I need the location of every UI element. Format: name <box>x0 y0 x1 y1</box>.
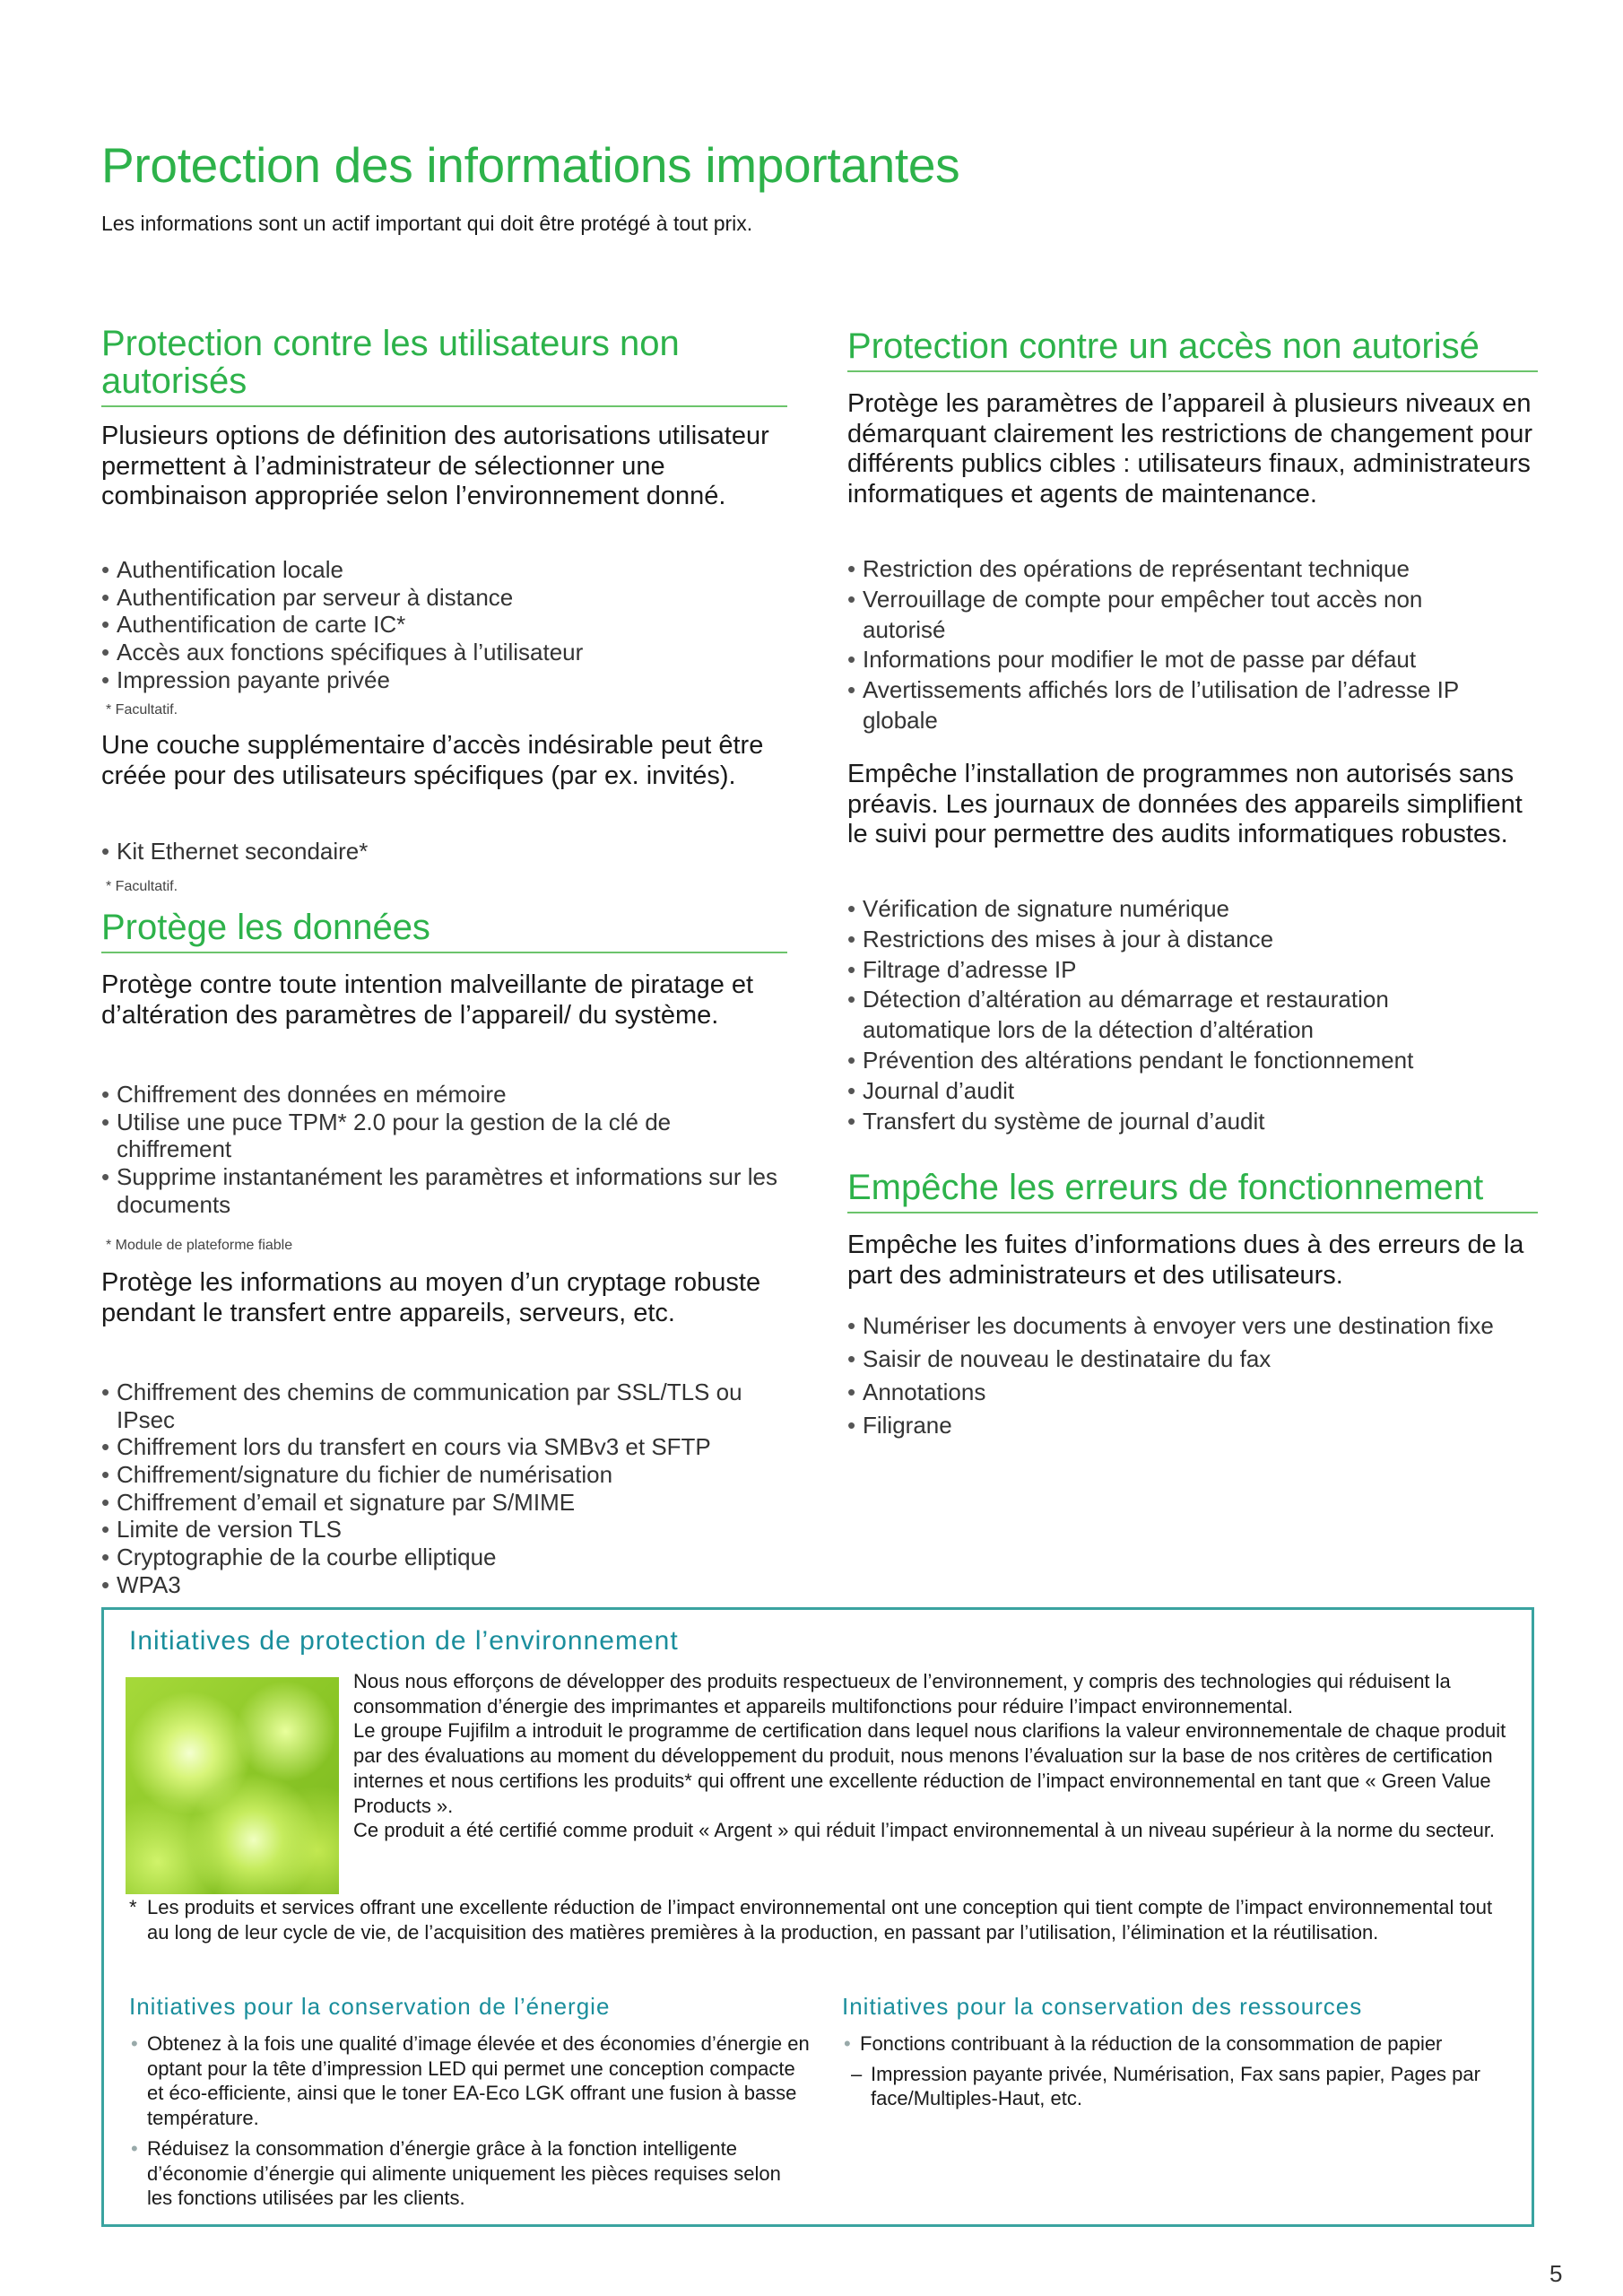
section-lead: Plusieurs options de définition des autorisations utilisateur permettent à l’administrateur de sélectionner une combinaison appropriée selon l’environnement donné. <box>101 422 769 511</box>
list-item: • Numériser les documents à envoyer vers une destination fixe <box>847 1309 1497 1343</box>
bullet-list <box>847 1309 1497 1442</box>
list-item: • Restriction des opérations de représentant technique <box>847 554 1497 585</box>
list-item: • Avertissements affichés lors de l’utilisation de l’adresse IP globale <box>847 675 1497 736</box>
list-item: • Filigrane <box>847 1409 1497 1442</box>
energy-list <box>129 2031 811 2216</box>
list-item: • Chiffrement des chemins de communication par SSL/TLS ou IPsec <box>101 1378 783 1433</box>
bullet-list <box>847 554 1497 736</box>
section-title: Protège les données <box>101 909 787 953</box>
footnote: * Facultatif. <box>106 879 178 894</box>
list-item: • Chiffrement/signature du fichier de numérisation <box>101 1461 783 1489</box>
bullet-list <box>101 1378 783 1598</box>
footnote: * Facultatif. <box>106 702 178 718</box>
section-title: Protection contre un accès non autorisé <box>847 327 1538 372</box>
list-item: • Authentification locale <box>101 556 783 584</box>
list-item: • Impression payante privée <box>101 666 783 694</box>
section-lead: Empêche les fuites d’informations dues à des erreurs de la part des administrateurs et des utilisateurs. <box>847 1231 1524 1290</box>
list-item: • Informations pour modifier le mot de passe par défaut <box>847 645 1497 675</box>
environment-paragraph: Nous nous efforçons de développer des produits respectueux de l’environnement, y compris des technologies qui réduisent la consommation d’énergie des imprimantes et appareils multifonctions pour réduire l’impact environnemental. <box>353 1670 1451 1718</box>
environment-text <box>353 1669 1510 1843</box>
list-item: • Détection d’altération au démarrage et restauration automatique lors de la détection d’altération <box>847 985 1497 1046</box>
list-item: • Verrouillage de compte pour empêcher tout accès non autorisé <box>847 585 1497 646</box>
list-item: • Filtrage d’adresse IP <box>847 955 1497 986</box>
section-lead: Protège les informations au moyen d’un cryptage robuste pendant le transfert entre appareils, serveurs, etc. <box>101 1268 761 1327</box>
list-item: • Réduisez la consommation d’énergie grâce à la fonction intelligente d’économie d’énergie qui alimente uniquement les pièces requises selon les fonctions utilisées par les clients. <box>129 2136 811 2211</box>
section-lead: Protège les paramètres de l’appareil à plusieurs niveaux en démarquant clairement les restrictions de changement pour différents publics cibles : utilisateurs finaux, administrateurs informatiques et agents de maintenance. <box>847 389 1533 509</box>
list-item: • Obtenez à la fois une qualité d’image élevée et des économies d’énergie en optant pour la tête d’impression LED qui permet une conception compacte et éco-efficiente, ainsi que le toner EA-Eco LGK offrant une fusion à basse température. <box>129 2031 811 2131</box>
environment-paragraph: Ce produit a été certifié comme produit « Argent » qui réduit l’impact environnemental à un niveau supérieur à la norme du secteur. <box>353 1819 1496 1842</box>
list-item: • Limite de version TLS <box>101 1516 783 1544</box>
section-lead: Protège contre toute intention malveillante de piratage et d’altération des paramètres de l’appareil/ du système. <box>101 970 754 1030</box>
section-unauthorized-access <box>847 327 1538 372</box>
list-item: • Saisir de nouveau le destinataire du fax <box>847 1343 1497 1376</box>
environment-footnote-text: Les produits et services offrant une excellente réduction de l’impact environnemental ont une conception qui tient compte de l’impact environnemental tout au long de leur cycle de vie, de l’acquisition des matières premières à la production, en passant par l’utilisation, l’élimination et la réutilisation. <box>147 1896 1493 1944</box>
list-item: • Journal d’audit <box>847 1076 1497 1107</box>
list-item: • Supprime instantanément les paramètres et informations sur les documents <box>101 1163 783 1218</box>
list-item: • WPA3 <box>101 1571 783 1599</box>
list-item: • Utilise une puce TPM* 2.0 pour la gestion de la clé de chiffrement <box>101 1109 783 1163</box>
energy-title: Initiatives pour la conservation de l’énergie <box>129 1993 611 2020</box>
bullet-list <box>101 838 783 865</box>
list-item: • Chiffrement d’email et signature par S/MIME <box>101 1489 783 1517</box>
list-item: • Vérification de signature numérique <box>847 894 1497 925</box>
section-lead: Une couche supplémentaire d’accès indésirable peut être créée pour des utilisateurs spécifiques (par ex. invités). <box>101 731 764 790</box>
resources-title: Initiatives pour la conservation des ressources <box>842 1993 1363 2020</box>
list-item: • Kit Ethernet secondaire* <box>101 838 783 865</box>
green-bokeh-image <box>126 1677 339 1894</box>
section-operation-errors <box>847 1169 1538 1213</box>
list-item: • Prévention des altérations pendant le fonctionnement <box>847 1046 1497 1076</box>
bullet-list <box>101 556 783 693</box>
list-item: • Chiffrement des données en mémoire <box>101 1081 783 1109</box>
list-item: • Authentification de carte IC* <box>101 611 783 639</box>
footnote: * Module de plateforme fiable <box>106 1238 293 1253</box>
section-unauthorized-users <box>101 325 787 407</box>
bullet-list <box>847 894 1497 1136</box>
list-item: • Annotations <box>847 1376 1497 1409</box>
asterisk: * <box>129 1896 137 1918</box>
resources-list <box>842 2031 1488 2117</box>
list-subitem: – Impression payante privée, Numérisation, Fax sans papier, Pages par face/Multiples-Haut, etc. <box>842 2062 1488 2111</box>
list-item: • Authentification par serveur à distance <box>101 584 783 612</box>
list-item: • Accès aux fonctions spécifiques à l’utilisateur <box>101 639 783 666</box>
environment-title: Initiatives de protection de l’environnement <box>129 1626 679 1656</box>
list-item: • Fonctions contribuant à la réduction de la consommation de papier <box>842 2031 1488 2057</box>
section-title: Empêche les erreurs de fonctionnement <box>847 1169 1538 1213</box>
section-title: Protection contre les utilisateurs non autorisés <box>101 325 787 407</box>
list-item: • Chiffrement lors du transfert en cours via SMBv3 et SFTP <box>101 1433 783 1461</box>
page-title: Protection des informations importantes <box>101 137 960 193</box>
section-protect-data <box>101 909 787 953</box>
list-item: • Restrictions des mises à jour à distance <box>847 925 1497 955</box>
bullet-list <box>101 1081 783 1218</box>
environment-footnote <box>129 1895 1510 1944</box>
page-number: 5 <box>1549 2260 1563 2287</box>
list-item: • Cryptographie de la courbe elliptique <box>101 1544 783 1571</box>
environment-paragraph: Le groupe Fujifilm a introduit le programme de certification dans lequel nous clarifions la valeur environnementale de chaque produit par des évaluations au moment du développement du produit, nous menons l’évaluation sur la base de nos critères de certification internes et nous certifions les produits* qui offrent une excellente réduction de l’impact environnemental en tant que « Green Value Products ». <box>353 1719 1506 1817</box>
page-subtitle: Les informations sont un actif important qui doit être protégé à tout prix. <box>101 212 753 235</box>
environment-box <box>101 1607 1534 2227</box>
section-lead: Empêche l’installation de programmes non autorisés sans préavis. Les journaux de données des appareils simplifient le suivi pour permettre des audits informatiques robustes. <box>847 760 1523 849</box>
list-item: • Transfert du système de journal d’audit <box>847 1107 1497 1137</box>
